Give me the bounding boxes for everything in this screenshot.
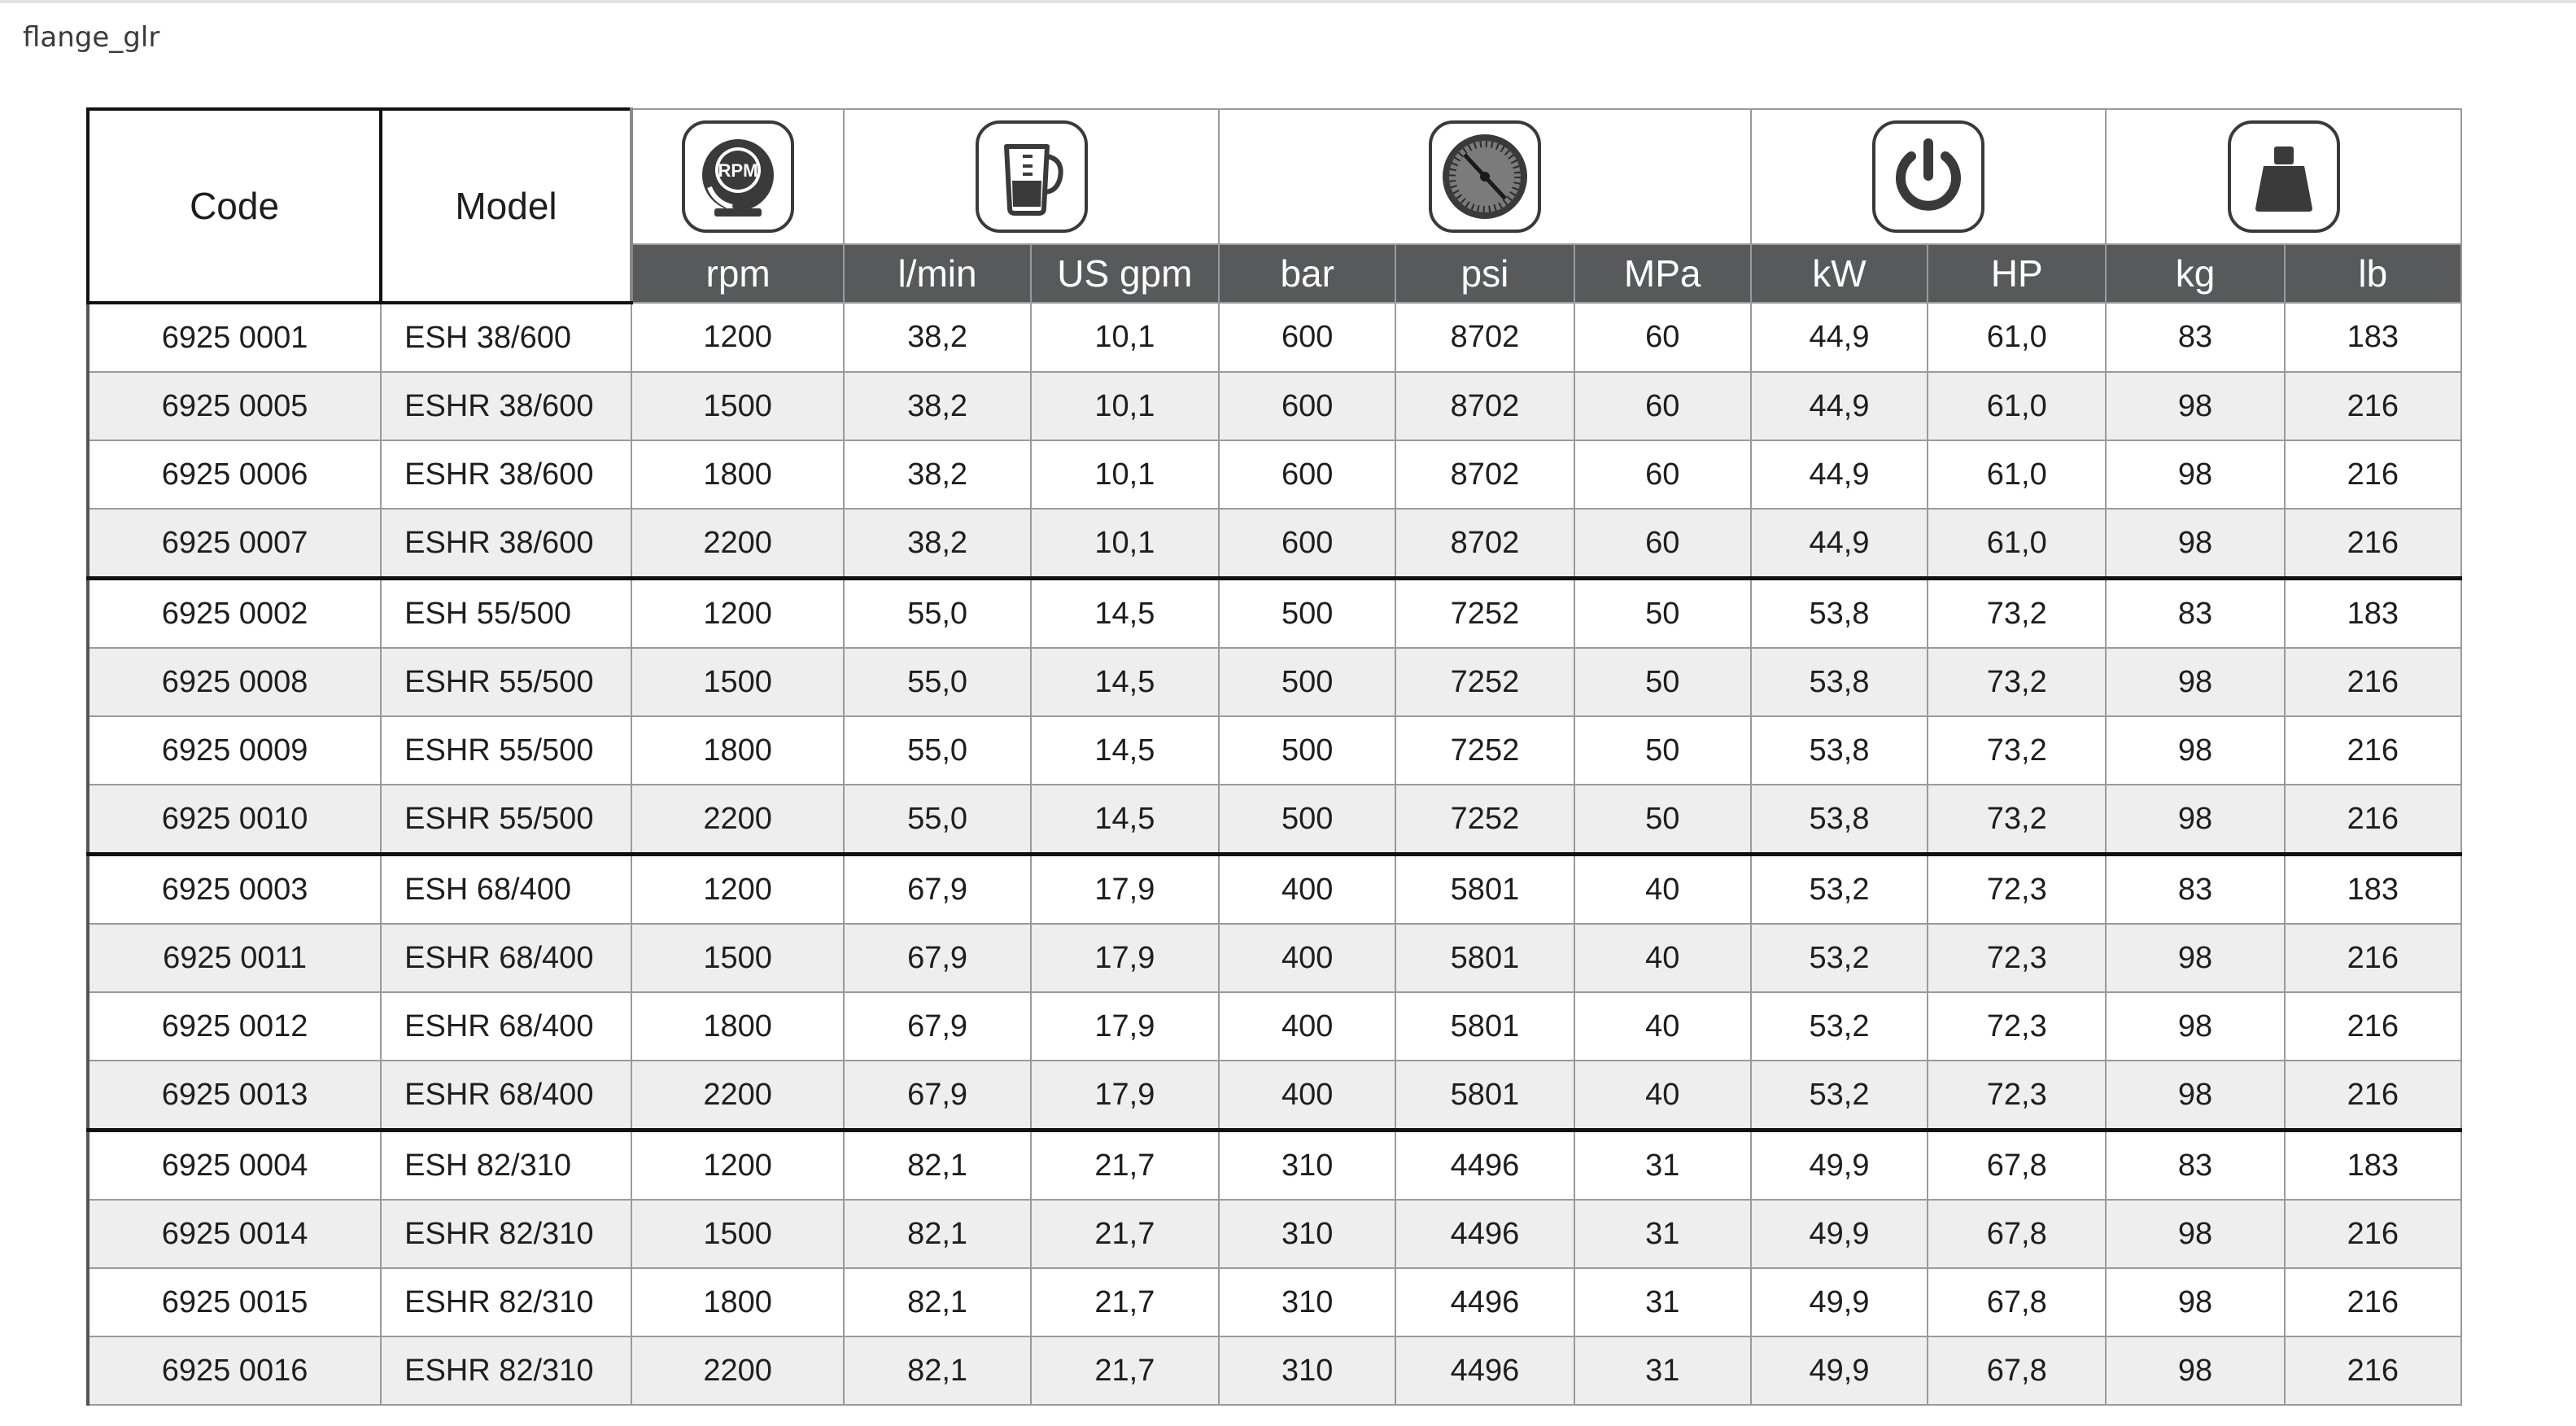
table-row xyxy=(88,1336,2461,1405)
cell-mpa: 60 xyxy=(1574,509,1751,579)
cell-l-min: 38,2 xyxy=(844,372,1030,440)
cell-bar: 310 xyxy=(1219,1268,1395,1336)
header-model: Model xyxy=(381,109,631,303)
cell-hp: 72,3 xyxy=(1928,992,2106,1061)
cell-bar: 500 xyxy=(1219,785,1395,855)
cell-bar: 400 xyxy=(1219,992,1395,1061)
cell-rpm: 1200 xyxy=(631,855,845,925)
cell-kg: 83 xyxy=(2106,1131,2284,1201)
cell-hp: 72,3 xyxy=(1928,855,2106,925)
cell-psi: 7252 xyxy=(1395,648,1574,716)
cell-lb: 183 xyxy=(2285,1131,2461,1201)
rpm-icon-label: RPM xyxy=(718,160,758,181)
cell-kw: 53,2 xyxy=(1751,992,1928,1061)
cell-lb: 216 xyxy=(2285,785,2461,855)
cell-l-min: 82,1 xyxy=(844,1336,1030,1405)
cell-us-gpm: 21,7 xyxy=(1031,1131,1219,1201)
cell-us-gpm: 10,1 xyxy=(1031,440,1219,509)
cell-model: ESHR 68/400 xyxy=(381,924,631,992)
cell-mpa: 50 xyxy=(1574,579,1751,649)
cell-model: ESHR 38/600 xyxy=(381,372,631,440)
rpm-icon xyxy=(682,120,794,233)
cell-kg: 98 xyxy=(2106,440,2284,509)
cell-lb: 216 xyxy=(2285,1336,2461,1405)
cell-kw: 44,9 xyxy=(1751,440,1928,509)
cell-bar: 400 xyxy=(1219,924,1395,992)
cell-mpa: 31 xyxy=(1574,1200,1751,1268)
cell-bar: 400 xyxy=(1219,1061,1395,1131)
cell-code: 6925 0012 xyxy=(88,992,381,1061)
cell-bar: 600 xyxy=(1219,372,1395,440)
cell-l-min: 82,1 xyxy=(844,1200,1030,1268)
cell-mpa: 31 xyxy=(1574,1131,1751,1201)
cell-psi: 8702 xyxy=(1395,303,1574,372)
cell-kg: 98 xyxy=(2106,1061,2284,1131)
cell-l-min: 38,2 xyxy=(844,440,1030,509)
cell-l-min: 67,9 xyxy=(844,1061,1030,1131)
cell-lb: 183 xyxy=(2285,855,2461,925)
cell-psi: 5801 xyxy=(1395,992,1574,1061)
cell-l-min: 82,1 xyxy=(844,1268,1030,1336)
cell-mpa: 31 xyxy=(1574,1268,1751,1336)
cell-l-min: 55,0 xyxy=(844,648,1030,716)
table-row xyxy=(88,924,2461,992)
cell-rpm: 1500 xyxy=(631,648,845,716)
flow-jug-icon xyxy=(976,120,1088,233)
cell-bar: 400 xyxy=(1219,855,1395,925)
cell-l-min: 82,1 xyxy=(844,1131,1030,1201)
table-body xyxy=(88,303,2461,1405)
unit-psi: psi xyxy=(1395,244,1574,303)
cell-kw: 53,8 xyxy=(1751,716,1928,785)
cell-us-gpm: 17,9 xyxy=(1031,924,1219,992)
header-code: Code xyxy=(88,109,381,303)
cell-hp: 67,8 xyxy=(1928,1131,2106,1201)
cell-psi: 7252 xyxy=(1395,716,1574,785)
table-row xyxy=(88,1268,2461,1336)
cell-code: 6925 0016 xyxy=(88,1336,381,1405)
cell-mpa: 40 xyxy=(1574,855,1751,925)
cell-us-gpm: 21,7 xyxy=(1031,1268,1219,1336)
unit-mpa: MPa xyxy=(1574,244,1751,303)
cell-psi: 8702 xyxy=(1395,372,1574,440)
cell-psi: 7252 xyxy=(1395,579,1574,649)
cell-psi: 5801 xyxy=(1395,855,1574,925)
cell-hp: 67,8 xyxy=(1928,1268,2106,1336)
header-pressure-icon-cell xyxy=(1219,109,1751,244)
cell-bar: 600 xyxy=(1219,509,1395,579)
cell-l-min: 67,9 xyxy=(844,855,1030,925)
cell-code: 6925 0008 xyxy=(88,648,381,716)
cell-mpa: 31 xyxy=(1574,1336,1751,1405)
cell-kg: 83 xyxy=(2106,855,2284,925)
cell-rpm: 1800 xyxy=(631,1268,845,1336)
cell-code: 6925 0009 xyxy=(88,716,381,785)
cell-kw: 53,2 xyxy=(1751,1061,1928,1131)
cell-hp: 72,3 xyxy=(1928,924,2106,992)
cell-code: 6925 0010 xyxy=(88,785,381,855)
cell-us-gpm: 14,5 xyxy=(1031,648,1219,716)
cell-hp: 61,0 xyxy=(1928,303,2106,372)
cell-l-min: 55,0 xyxy=(844,785,1030,855)
cell-hp: 72,3 xyxy=(1928,1061,2106,1131)
cell-hp: 67,8 xyxy=(1928,1200,2106,1268)
cell-us-gpm: 17,9 xyxy=(1031,855,1219,925)
cell-us-gpm: 14,5 xyxy=(1031,716,1219,785)
cell-rpm: 1800 xyxy=(631,440,845,509)
pump-spec-table xyxy=(86,107,2462,1406)
cell-rpm: 1200 xyxy=(631,579,845,649)
cell-mpa: 60 xyxy=(1574,440,1751,509)
table-row xyxy=(88,509,2461,579)
cell-bar: 500 xyxy=(1219,716,1395,785)
cell-lb: 183 xyxy=(2285,303,2461,372)
cell-lb: 216 xyxy=(2285,992,2461,1061)
cell-model: ESH 55/500 xyxy=(381,579,631,649)
cell-us-gpm: 17,9 xyxy=(1031,992,1219,1061)
cell-rpm: 2200 xyxy=(631,1061,845,1131)
cell-model: ESH 38/600 xyxy=(381,303,631,372)
cell-kg: 98 xyxy=(2106,716,2284,785)
cell-kw: 49,9 xyxy=(1751,1336,1928,1405)
cell-hp: 61,0 xyxy=(1928,509,2106,579)
cell-kg: 98 xyxy=(2106,648,2284,716)
cell-rpm: 1500 xyxy=(631,1200,845,1268)
cell-hp: 67,8 xyxy=(1928,1336,2106,1405)
cell-kg: 83 xyxy=(2106,303,2284,372)
cell-kg: 98 xyxy=(2106,509,2284,579)
header-flow-icon-cell xyxy=(844,109,1219,244)
cell-code: 6925 0015 xyxy=(88,1268,381,1336)
cell-hp: 73,2 xyxy=(1928,785,2106,855)
table-row xyxy=(88,648,2461,716)
weight-icon xyxy=(2228,120,2340,233)
cell-psi: 4496 xyxy=(1395,1131,1574,1201)
cell-rpm: 2200 xyxy=(631,509,845,579)
cell-kw: 49,9 xyxy=(1751,1268,1928,1336)
cell-psi: 4496 xyxy=(1395,1336,1574,1405)
cell-bar: 600 xyxy=(1219,440,1395,509)
cell-l-min: 38,2 xyxy=(844,509,1030,579)
unit-rpm: rpm xyxy=(631,244,845,303)
header-weight-icon-cell xyxy=(2106,109,2461,244)
cell-model: ESHR 55/500 xyxy=(381,648,631,716)
cell-rpm: 1800 xyxy=(631,716,845,785)
header-power-icon-cell xyxy=(1751,109,2107,244)
cell-model: ESHR 68/400 xyxy=(381,992,631,1061)
cell-l-min: 38,2 xyxy=(844,303,1030,372)
cell-model: ESH 82/310 xyxy=(381,1131,631,1201)
cell-lb: 183 xyxy=(2285,579,2461,649)
cell-rpm: 1800 xyxy=(631,992,845,1061)
cell-kw: 49,9 xyxy=(1751,1131,1928,1201)
cell-mpa: 60 xyxy=(1574,303,1751,372)
cell-lb: 216 xyxy=(2285,372,2461,440)
table-row xyxy=(88,855,2461,925)
cell-kg: 98 xyxy=(2106,1268,2284,1336)
header-speed-icon-cell xyxy=(631,109,845,244)
cell-us-gpm: 10,1 xyxy=(1031,509,1219,579)
cell-us-gpm: 17,9 xyxy=(1031,1061,1219,1131)
cell-us-gpm: 21,7 xyxy=(1031,1336,1219,1405)
cell-lb: 216 xyxy=(2285,1061,2461,1131)
power-icon xyxy=(1872,120,1984,233)
table-row xyxy=(88,785,2461,855)
cell-code: 6925 0003 xyxy=(88,855,381,925)
cell-psi: 4496 xyxy=(1395,1268,1574,1336)
cell-mpa: 50 xyxy=(1574,648,1751,716)
cell-kw: 53,8 xyxy=(1751,785,1928,855)
cell-kg: 98 xyxy=(2106,924,2284,992)
page-caption: flange_glr xyxy=(23,21,160,54)
cell-model: ESHR 55/500 xyxy=(381,785,631,855)
cell-kg: 98 xyxy=(2106,1200,2284,1268)
cell-kw: 44,9 xyxy=(1751,372,1928,440)
cell-rpm: 1500 xyxy=(631,924,845,992)
cell-bar: 310 xyxy=(1219,1131,1395,1201)
cell-hp: 73,2 xyxy=(1928,716,2106,785)
cell-bar: 600 xyxy=(1219,303,1395,372)
cell-psi: 5801 xyxy=(1395,924,1574,992)
table-row xyxy=(88,716,2461,785)
cell-rpm: 2200 xyxy=(631,785,845,855)
cell-psi: 7252 xyxy=(1395,785,1574,855)
cell-hp: 73,2 xyxy=(1928,648,2106,716)
cell-lb: 216 xyxy=(2285,440,2461,509)
top-divider xyxy=(0,0,2576,3)
cell-rpm: 1500 xyxy=(631,372,845,440)
unit-l-min: l/min xyxy=(844,244,1030,303)
cell-code: 6925 0006 xyxy=(88,440,381,509)
cell-hp: 73,2 xyxy=(1928,579,2106,649)
cell-code: 6925 0011 xyxy=(88,924,381,992)
cell-kw: 53,2 xyxy=(1751,924,1928,992)
cell-psi: 8702 xyxy=(1395,440,1574,509)
cell-bar: 500 xyxy=(1219,648,1395,716)
cell-lb: 216 xyxy=(2285,924,2461,992)
cell-model: ESHR 82/310 xyxy=(381,1268,631,1336)
cell-code: 6925 0013 xyxy=(88,1061,381,1131)
cell-model: ESHR 82/310 xyxy=(381,1336,631,1405)
cell-rpm: 1200 xyxy=(631,1131,845,1201)
unit-us-gpm: US gpm xyxy=(1031,244,1219,303)
cell-mpa: 40 xyxy=(1574,992,1751,1061)
unit-lb: lb xyxy=(2285,244,2461,303)
cell-kw: 53,8 xyxy=(1751,648,1928,716)
cell-kg: 98 xyxy=(2106,992,2284,1061)
cell-model: ESH 68/400 xyxy=(381,855,631,925)
unit-kw: kW xyxy=(1751,244,1928,303)
cell-psi: 8702 xyxy=(1395,509,1574,579)
cell-us-gpm: 10,1 xyxy=(1031,372,1219,440)
table-row xyxy=(88,440,2461,509)
cell-kw: 44,9 xyxy=(1751,303,1928,372)
cell-code: 6925 0007 xyxy=(88,509,381,579)
cell-lb: 216 xyxy=(2285,648,2461,716)
unit-bar: bar xyxy=(1219,244,1395,303)
cell-l-min: 67,9 xyxy=(844,992,1030,1061)
cell-code: 6925 0001 xyxy=(88,303,381,372)
cell-kg: 83 xyxy=(2106,579,2284,649)
cell-us-gpm: 10,1 xyxy=(1031,303,1219,372)
table-row xyxy=(88,1131,2461,1201)
cell-psi: 4496 xyxy=(1395,1200,1574,1268)
table-row xyxy=(88,992,2461,1061)
cell-mpa: 50 xyxy=(1574,716,1751,785)
pressure-gauge-icon xyxy=(1429,120,1541,233)
table-row xyxy=(88,579,2461,649)
cell-model: ESHR 55/500 xyxy=(381,716,631,785)
cell-us-gpm: 14,5 xyxy=(1031,785,1219,855)
cell-model: ESHR 68/400 xyxy=(381,1061,631,1131)
cell-model: ESHR 82/310 xyxy=(381,1200,631,1268)
cell-bar: 310 xyxy=(1219,1200,1395,1268)
cell-bar: 310 xyxy=(1219,1336,1395,1405)
cell-mpa: 60 xyxy=(1574,372,1751,440)
table-row xyxy=(88,303,2461,372)
cell-hp: 61,0 xyxy=(1928,440,2106,509)
cell-l-min: 55,0 xyxy=(844,579,1030,649)
cell-kg: 98 xyxy=(2106,785,2284,855)
cell-kg: 98 xyxy=(2106,1336,2284,1405)
cell-code: 6925 0004 xyxy=(88,1131,381,1201)
cell-kw: 44,9 xyxy=(1751,509,1928,579)
cell-us-gpm: 21,7 xyxy=(1031,1200,1219,1268)
table-row xyxy=(88,372,2461,440)
cell-bar: 500 xyxy=(1219,579,1395,649)
cell-model: ESHR 38/600 xyxy=(381,509,631,579)
cell-code: 6925 0014 xyxy=(88,1200,381,1268)
cell-lb: 216 xyxy=(2285,1268,2461,1336)
cell-mpa: 50 xyxy=(1574,785,1751,855)
unit-hp: HP xyxy=(1928,244,2106,303)
cell-kg: 98 xyxy=(2106,372,2284,440)
cell-psi: 5801 xyxy=(1395,1061,1574,1131)
table-row xyxy=(88,1061,2461,1131)
cell-rpm: 2200 xyxy=(631,1336,845,1405)
cell-lb: 216 xyxy=(2285,509,2461,579)
cell-mpa: 40 xyxy=(1574,924,1751,992)
cell-us-gpm: 14,5 xyxy=(1031,579,1219,649)
cell-code: 6925 0005 xyxy=(88,372,381,440)
cell-mpa: 40 xyxy=(1574,1061,1751,1131)
cell-kw: 53,2 xyxy=(1751,855,1928,925)
cell-kw: 49,9 xyxy=(1751,1200,1928,1268)
cell-model: ESHR 38/600 xyxy=(381,440,631,509)
cell-code: 6925 0002 xyxy=(88,579,381,649)
table-row xyxy=(88,1200,2461,1268)
unit-kg: kg xyxy=(2106,244,2284,303)
cell-kw: 53,8 xyxy=(1751,579,1928,649)
cell-lb: 216 xyxy=(2285,716,2461,785)
cell-l-min: 55,0 xyxy=(844,716,1030,785)
cell-hp: 61,0 xyxy=(1928,372,2106,440)
cell-rpm: 1200 xyxy=(631,303,845,372)
cell-l-min: 67,9 xyxy=(844,924,1030,992)
cell-lb: 216 xyxy=(2285,1200,2461,1268)
